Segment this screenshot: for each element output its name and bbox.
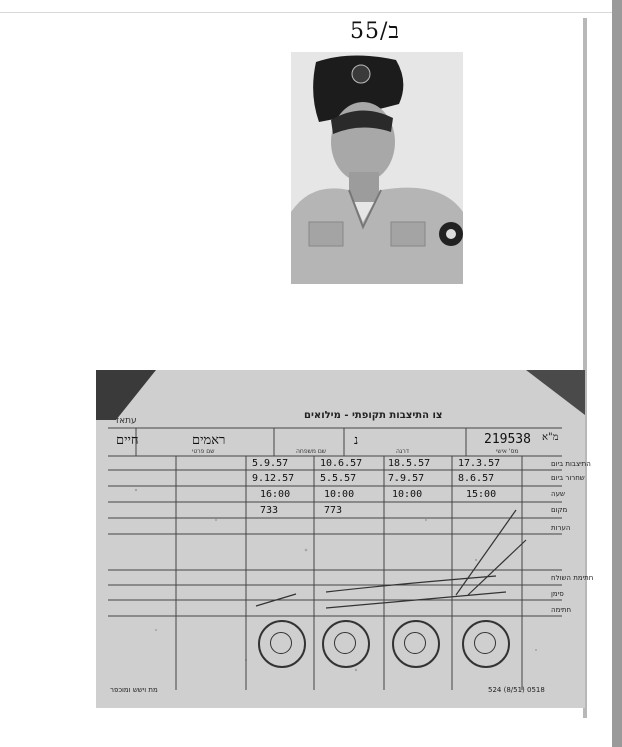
footer-left-text: מת וישש ומוכפר <box>110 686 158 694</box>
stamp-1 <box>258 620 306 668</box>
last-name-value: ראמים <box>192 433 226 448</box>
report-date-4: 5.9.57 <box>252 458 289 469</box>
row-label-sender-signature: חתימת השולח <box>551 574 594 582</box>
row-label-notes: הערות <box>551 524 571 532</box>
first-name-value: חיים <box>116 433 139 448</box>
row-label-release: שחרור ביום <box>551 474 585 482</box>
footer-form-number: 524 (8/51) 0518 <box>488 686 545 694</box>
release-date-4: 9.12.57 <box>252 473 295 484</box>
time-2: 10:00 <box>392 489 423 500</box>
rank-label: דרגה <box>396 448 410 455</box>
id-label: מ"א <box>542 432 559 443</box>
stamp-4 <box>462 620 510 668</box>
first-name-label: שם פרטי <box>192 448 215 455</box>
time-4: 16:00 <box>260 489 291 500</box>
id-number-value: 219538 <box>484 432 531 447</box>
release-date-2: 7.9.57 <box>388 473 425 484</box>
last-name-label: שם משפחה <box>296 448 327 455</box>
page-number: 55/ב <box>350 19 401 44</box>
place-2: 733 <box>260 505 279 516</box>
stamp-3 <box>392 620 440 668</box>
place-1: 773 <box>324 505 343 516</box>
portrait-illustration <box>291 52 463 284</box>
reserve-duty-card <box>96 370 594 708</box>
page-top-rule <box>0 12 612 13</box>
row-label-time: שעה <box>551 490 565 498</box>
row-label-report: התיצבות ביום <box>551 460 591 468</box>
report-date-3: 10.6.57 <box>320 458 363 469</box>
time-3: 10:00 <box>324 489 355 500</box>
time-1: 15:00 <box>466 489 497 500</box>
card-unit: עתאז <box>116 416 137 426</box>
release-date-1: 8.6.57 <box>458 473 495 484</box>
id-field-label: מס' אישי <box>496 448 519 455</box>
stamp-2 <box>322 620 370 668</box>
report-date-2: 18.5.57 <box>388 458 431 469</box>
page-edge-bar <box>612 0 622 747</box>
row-label-mark: סימן <box>551 590 564 598</box>
row-label-place: מקום <box>551 506 568 514</box>
row-label-signature: חתימה <box>551 606 572 614</box>
report-date-1: 17.3.57 <box>458 458 501 469</box>
rank-value: נ <box>354 433 359 448</box>
release-date-3: 5.5.57 <box>320 473 357 484</box>
soldier-portrait-photo <box>291 52 463 284</box>
card-header: צו התיצבות תקופתי - מילואים <box>304 410 443 421</box>
